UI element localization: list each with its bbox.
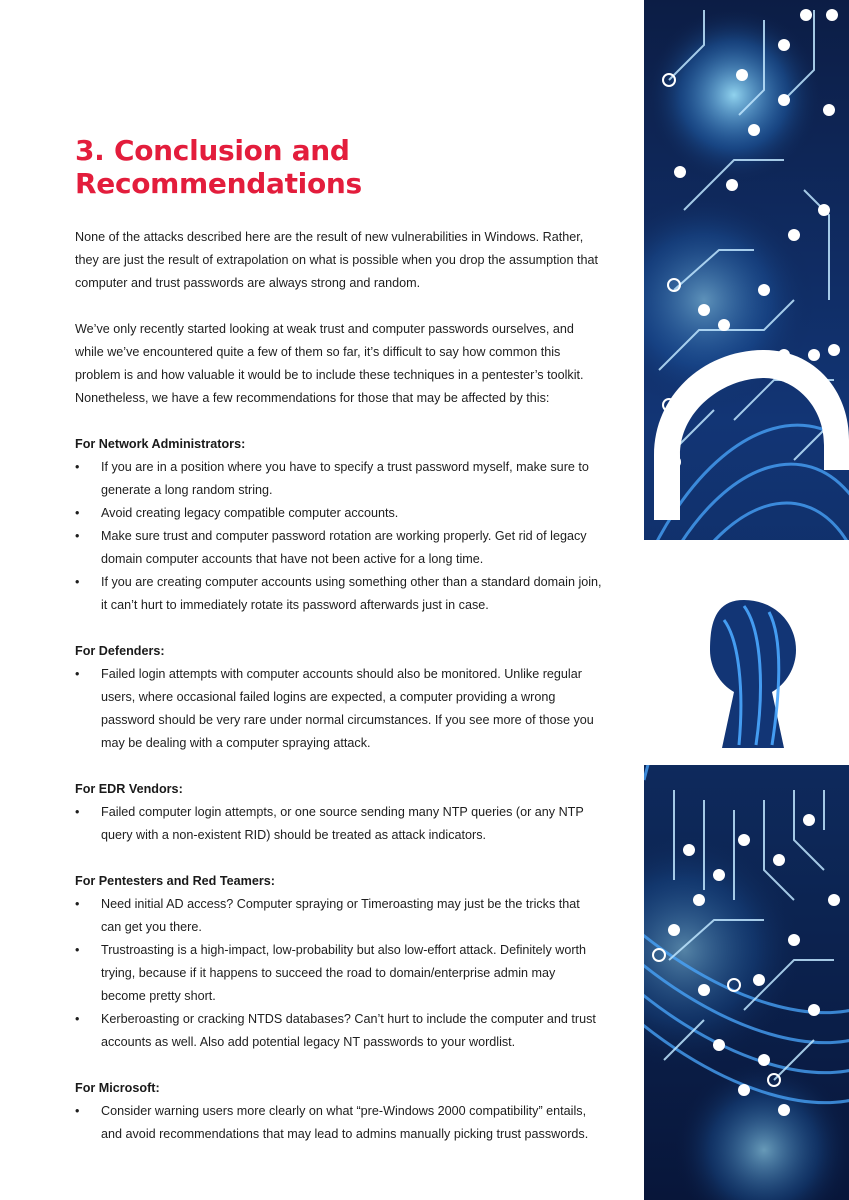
- section-heading: For Network Administrators:: [75, 437, 246, 451]
- list-item: [75, 663, 603, 755]
- list-item: [75, 893, 603, 939]
- intro-paragraph: We’ve only recently started looking at weak trust and computer passwords ourselves, and while we’ve encountered quite a few of them so far, it’s difficult to say how common this problem is and how valuable it would be to include these techniques in a pentester’s toolkit. Nonetheless, we have a few recommendations for those that may be affected by this:: [75, 322, 584, 405]
- bullet-list: [75, 1100, 603, 1146]
- padlock-circuit-artwork: [644, 0, 849, 1200]
- bullet-list: [75, 801, 603, 847]
- section-heading: For EDR Vendors:: [75, 782, 183, 796]
- section-network-administrators: [75, 433, 603, 617]
- list-item-text: Failed computer login attempts, or one source sending many NTP queries (or any NTP query with a non-existent RID) should be treated as attack indicators.: [101, 805, 584, 842]
- section-heading: For Defenders:: [75, 644, 165, 658]
- bullet-icon: •: [75, 506, 80, 520]
- bullet-icon: •: [75, 1104, 80, 1118]
- document-body: [75, 134, 603, 1169]
- intro-paragraph: None of the attacks described here are the result of new vulnerabilities in Windows. Rather, they are just the result of extrapolation on what is possible when you drop the assumption that computer and trust passwords are always strong and random.: [75, 230, 598, 290]
- list-item: [75, 939, 603, 1008]
- list-item: [75, 801, 603, 847]
- section-microsoft: [75, 1077, 603, 1146]
- list-item: [75, 456, 603, 502]
- list-item: [75, 525, 603, 571]
- bullet-icon: •: [75, 529, 80, 543]
- bullet-icon: •: [75, 575, 80, 589]
- bullet-icon: •: [75, 897, 80, 911]
- bullet-list: [75, 893, 603, 1054]
- section-defenders: [75, 640, 603, 755]
- circuit-padlock-image: [644, 0, 849, 1200]
- bullet-icon: •: [75, 1012, 80, 1026]
- list-item-text: Failed login attempts with computer accounts should also be monitored. Unlike regular users, where occasional failed logins are expected, a computer providing a wrong password should be very rare under normal circumstances. If you see more of those you may be dealing with a computer spraying attack.: [101, 667, 594, 750]
- page-title: 3. Conclusion and Recommendations: [75, 134, 362, 200]
- list-item-text: Kerberoasting or cracking NTDS databases? Can’t hurt to include the computer and trust accounts as well. Also add potential legacy NT passwords to your wordlist.: [101, 1012, 596, 1049]
- list-item-text: Make sure trust and computer password rotation are working properly. Get rid of legacy domain computer accounts that have not been active for a long time.: [101, 529, 587, 566]
- bullet-list: [75, 456, 603, 617]
- list-item: [75, 1100, 603, 1146]
- section-edr-vendors: [75, 778, 603, 847]
- bullet-list: [75, 663, 603, 755]
- list-item-text: Trustroasting is a high-impact, low-probability but also low-effort attack. Definitely worth trying, because if it happens to succeed the road to domain/enterprise admin may become pretty short.: [101, 943, 587, 1003]
- list-item-text: If you are in a position where you have to specify a trust password myself, make sure to generate a long random string.: [101, 460, 589, 497]
- bullet-icon: •: [75, 460, 80, 474]
- bullet-icon: •: [75, 943, 80, 957]
- section-pentesters: [75, 870, 603, 1054]
- list-item: [75, 1008, 603, 1054]
- bullet-icon: •: [75, 805, 80, 819]
- list-item-text: Avoid creating legacy compatible computer accounts.: [101, 506, 399, 520]
- list-item-text: Consider warning users more clearly on what “pre-Windows 2000 compatibility” entails, and avoid recommendations that may lead to admins manually picking trust passwords.: [101, 1104, 589, 1141]
- section-heading: For Microsoft:: [75, 1081, 160, 1095]
- list-item: [75, 571, 603, 617]
- list-item-text: If you are creating computer accounts using something other than a standard domain join, it can’t hurt to immediately rotate its password afterwards just in case.: [101, 575, 602, 612]
- section-heading: For Pentesters and Red Teamers:: [75, 874, 275, 888]
- list-item-text: Need initial AD access? Computer spraying or Timeroasting may just be the tricks that can get you there.: [101, 897, 580, 934]
- bullet-icon: •: [75, 667, 80, 681]
- list-item: [75, 502, 603, 525]
